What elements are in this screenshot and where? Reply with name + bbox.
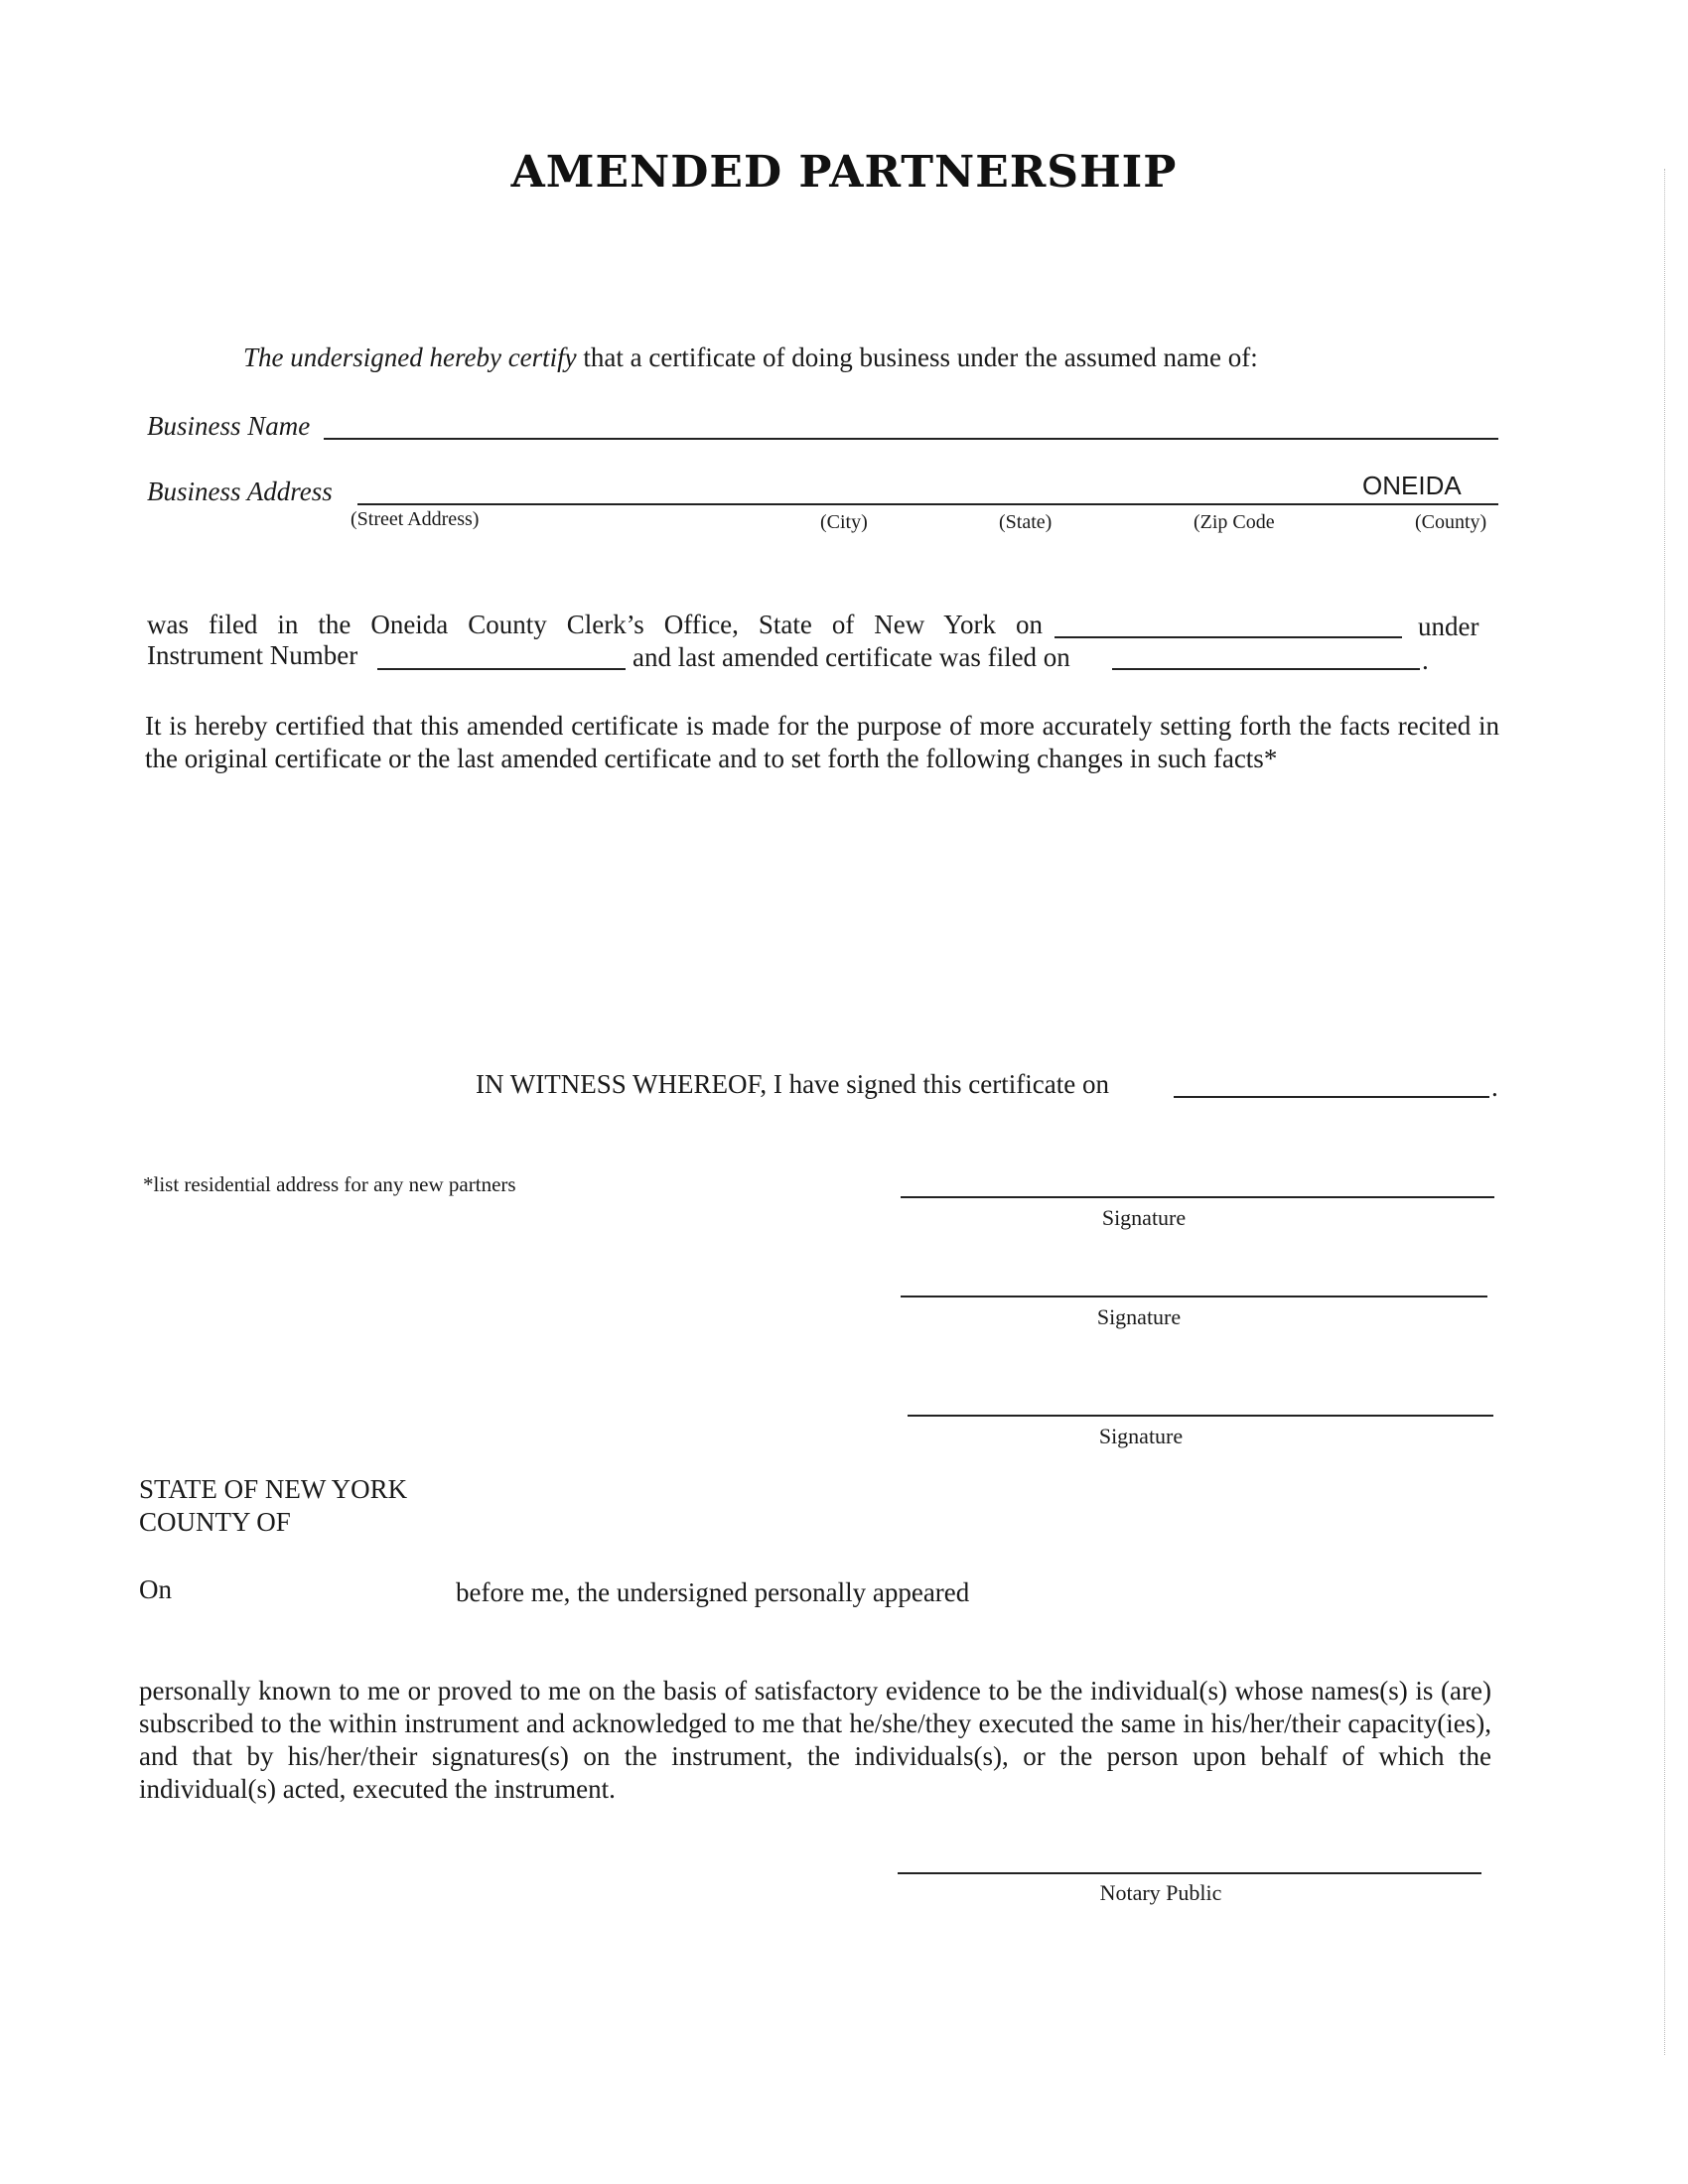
intro-line	[243, 341, 1534, 374]
business-address-label: Business Address	[147, 477, 333, 506]
page-title: AMENDED PARTNERSHIP	[510, 147, 1178, 198]
signature-line-3[interactable]	[908, 1415, 1493, 1417]
business-address-field[interactable]	[357, 503, 1498, 505]
business-name-label: Business Name	[147, 411, 311, 441]
acknowledgment-paragraph: personally known to me or proved to me on the basis of satisfactory evidence to be the individual(s) whose names(s) is (are) subscribed to the within instrument and acknowledged to me that he/she/they executed the same in his/her/their capacity(ies), and that by his/her/their signatures(s) on the instrument, the individuals(s), or the person upon behalf of which the individual(s) acted, executed the instrument.	[139, 1676, 1491, 1804]
signature-line-1[interactable]	[901, 1196, 1494, 1198]
filed-line-1-under: under	[1418, 612, 1479, 641]
caption-state: (State)	[999, 511, 1053, 533]
caption-city: (City)	[820, 511, 868, 533]
caption-zip: (Zip Code	[1194, 511, 1275, 533]
witness-date-field[interactable]	[1174, 1096, 1489, 1098]
filed-line-2-period: .	[1422, 645, 1429, 675]
witness-text: IN WITNESS WHEREOF, I have signed this certificate on	[476, 1069, 1109, 1099]
certify-paragraph: It is hereby certified that this amended certificate is made for the purpose of more accurately setting forth the facts recited in the original certificate or the last amended certificate and to set forth the following changes in such facts*	[145, 711, 1499, 773]
county-value: ONEIDA	[1362, 471, 1462, 500]
filed-line-2-label: Instrument Number	[147, 640, 358, 670]
filed-line-1-text: was filed in the Oneida County Clerk’s Office, State of New York on	[147, 610, 1043, 639]
notary-public-label: Notary Public	[1099, 1880, 1222, 1905]
last-amended-date-field[interactable]	[1112, 668, 1420, 670]
filed-line-2-text: and last amended certificate was filed on	[633, 642, 1070, 672]
scan-edge-mark	[1664, 169, 1666, 2055]
changes-area[interactable]	[145, 784, 1499, 1042]
signature-line-2[interactable]	[901, 1296, 1487, 1297]
witness-period: .	[1491, 1072, 1498, 1102]
on-label: On	[139, 1574, 172, 1604]
before-me-text: before me, the undersigned personally appeared	[456, 1577, 970, 1607]
business-name-field[interactable]	[324, 438, 1498, 440]
state-line: STATE OF NEW YORK	[139, 1474, 408, 1504]
filed-date-field[interactable]	[1055, 636, 1402, 638]
intro-italic: The undersigned hereby certify	[243, 342, 577, 372]
signature-label-3: Signature	[1098, 1424, 1184, 1448]
caption-street: (Street Address)	[351, 508, 480, 530]
notary-signature-line[interactable]	[898, 1872, 1481, 1874]
signature-label-1: Signature	[1101, 1205, 1187, 1230]
intro-rest: that a certificate of doing business under the assumed name of:	[576, 342, 1258, 372]
footnote: *list residential address for any new partners	[143, 1172, 516, 1196]
county-line: COUNTY OF	[139, 1507, 291, 1537]
instrument-number-field[interactable]	[377, 668, 626, 670]
signature-label-2: Signature	[1096, 1304, 1182, 1329]
caption-county: (County)	[1415, 511, 1487, 533]
